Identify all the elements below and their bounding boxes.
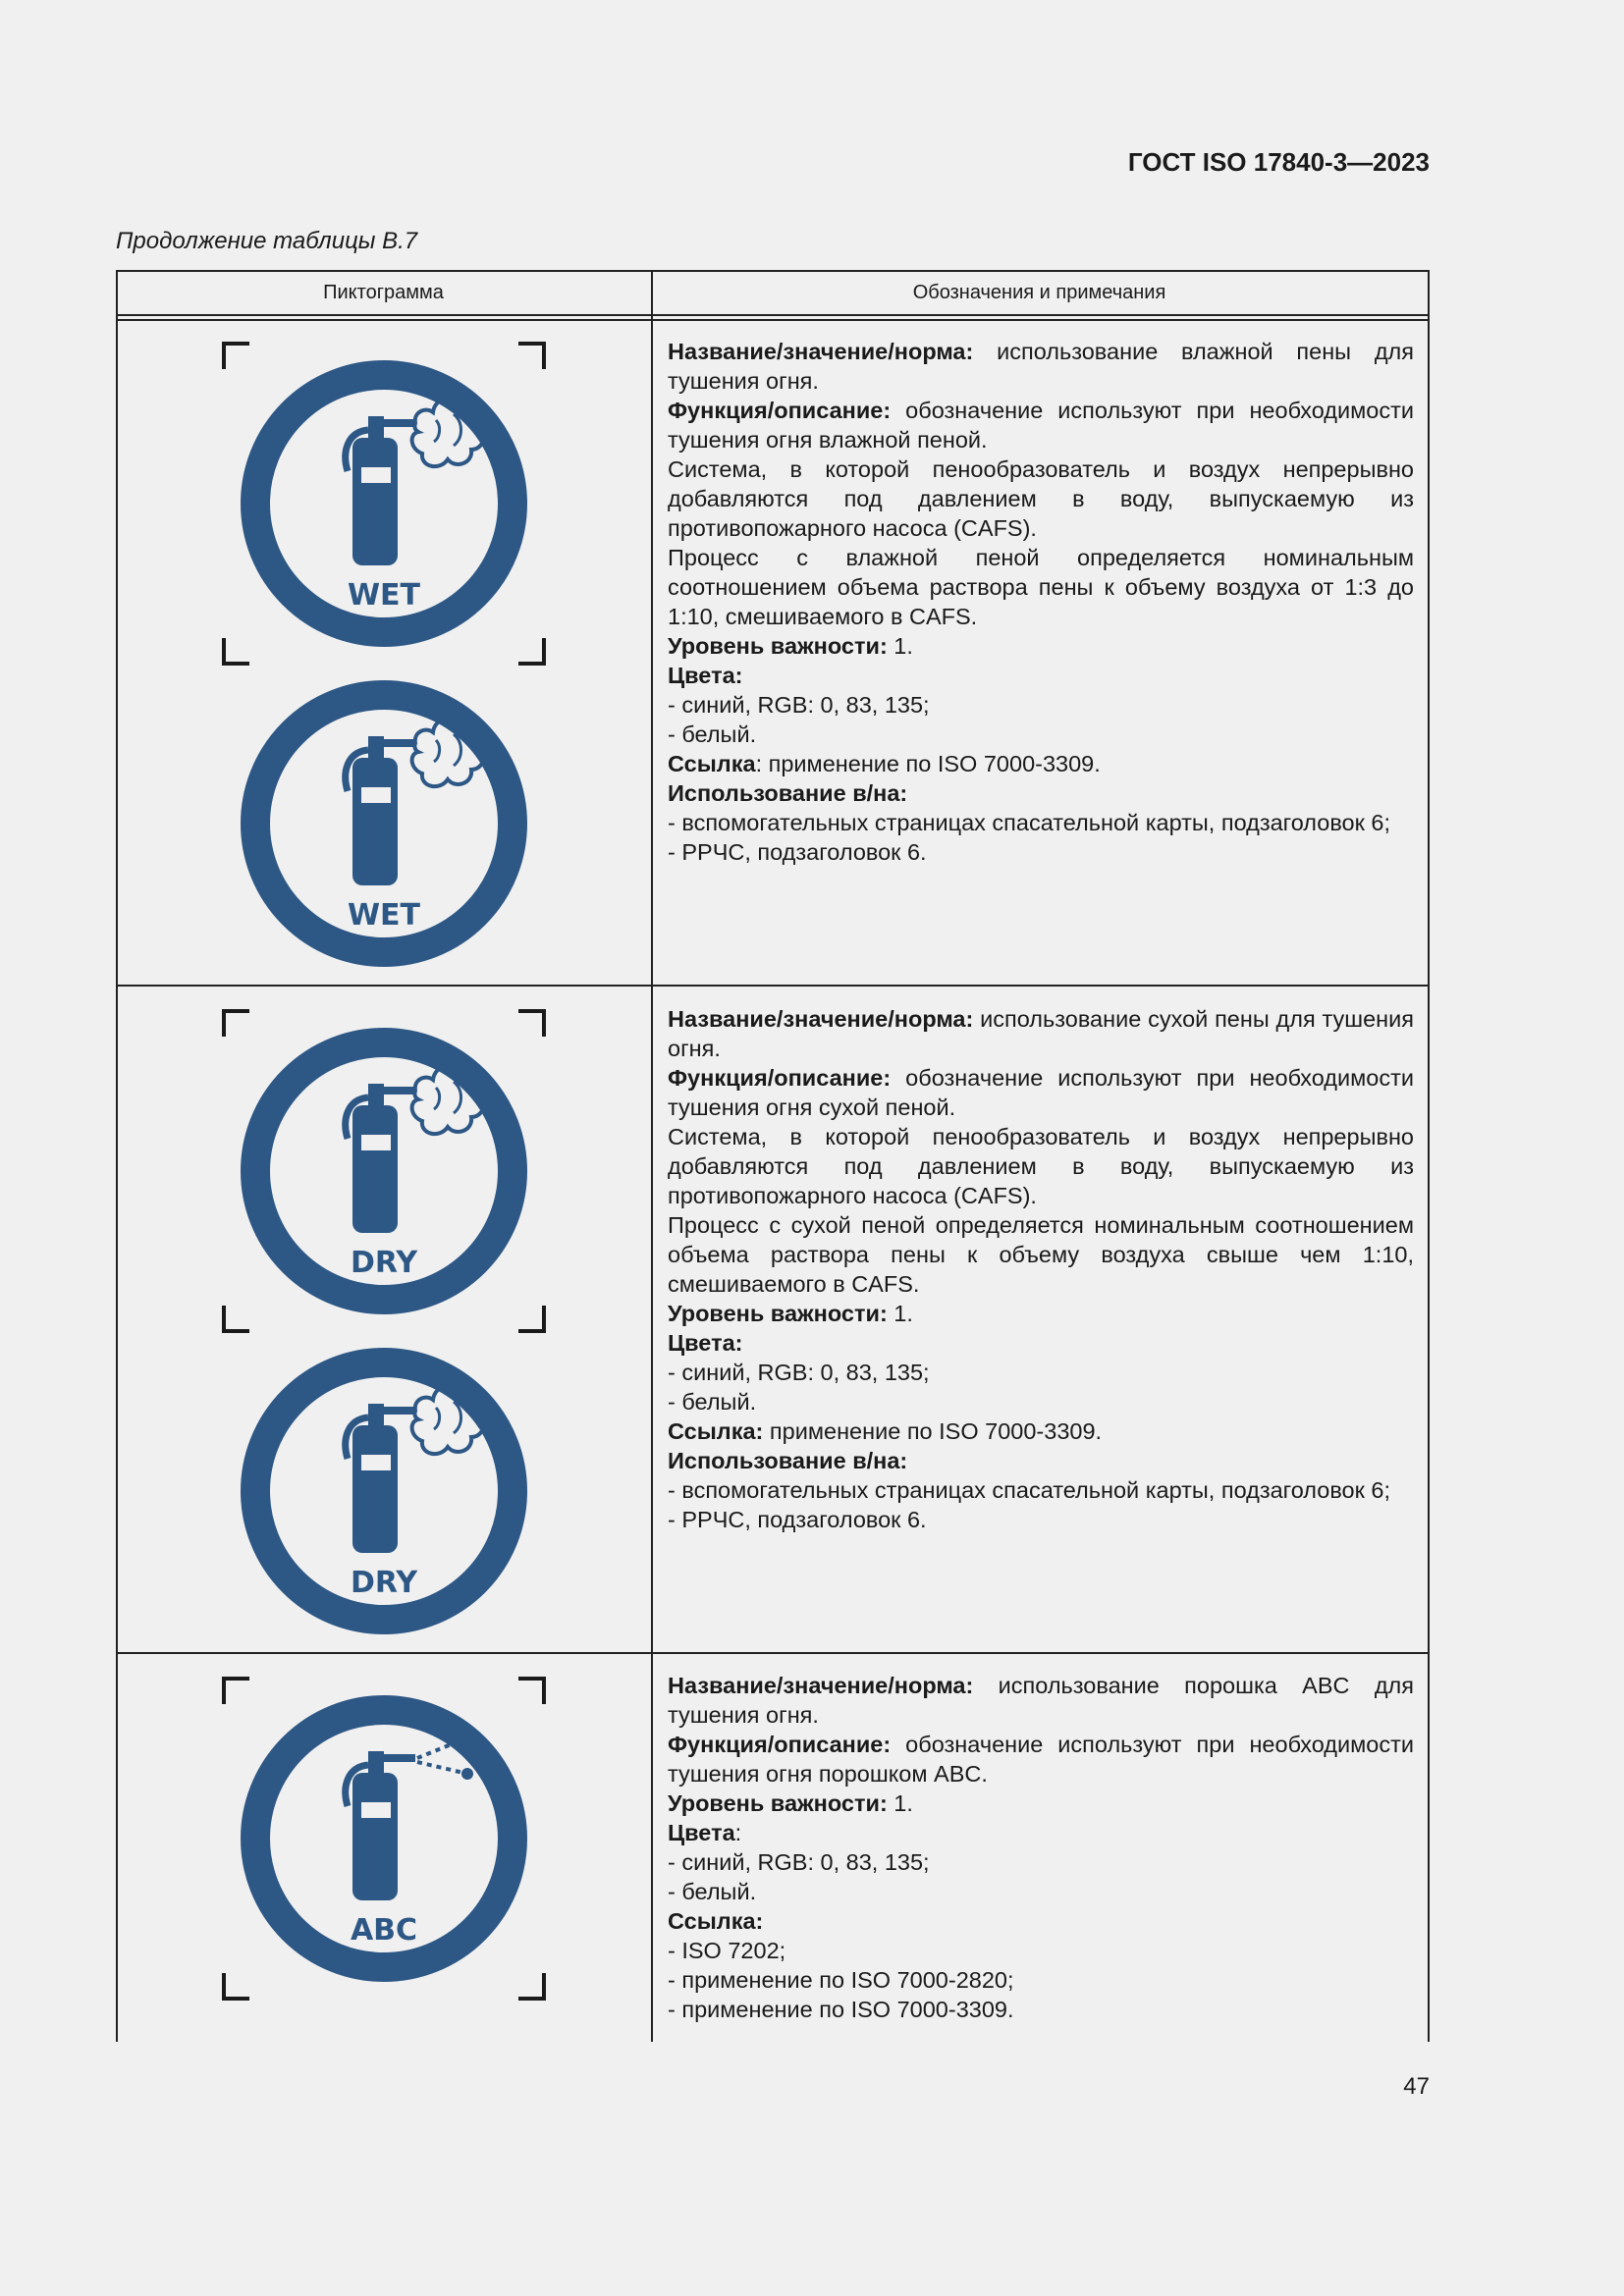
note-line <box>668 1063 1414 1122</box>
col-header-notes: Обозначения и примечания <box>912 281 1166 303</box>
note-line-text: 1. <box>887 1790 913 1816</box>
frame-corner-icon <box>224 344 249 369</box>
frame-corner-icon <box>518 344 544 369</box>
note-line-text: - применение по ISO 7000-2820; <box>668 1967 1014 1993</box>
note-line <box>668 1505 1414 1534</box>
frame-corner-icon <box>518 638 544 664</box>
note-line <box>668 1730 1414 1789</box>
note-line-label: Цвета <box>668 1820 735 1845</box>
note-line <box>668 337 1414 396</box>
symbols-table <box>116 270 1430 2042</box>
note-line <box>668 1328 1414 1358</box>
frame-corner-icon <box>518 1973 544 1999</box>
pictogram-dry <box>222 1329 546 1653</box>
note-line-text: - белый. <box>668 1389 757 1415</box>
note-line <box>668 1906 1414 1936</box>
frame-corner-icon <box>518 1011 544 1037</box>
note-line-label: Название/значение/норма: <box>668 339 974 364</box>
frame-corner-icon <box>224 1973 249 1999</box>
note-line-label: Функция/описание: <box>668 398 892 423</box>
note-line <box>668 1299 1414 1328</box>
note-line <box>668 661 1414 690</box>
note-line-label: Цвета: <box>668 663 743 688</box>
frame-corner-icon <box>518 1306 544 1331</box>
note-line-text: обозначение используют при необходимости тушения огня влажной пеной. <box>668 398 1414 453</box>
pictogram-label: WET <box>347 898 421 933</box>
fire-extinguisher-icon <box>346 718 484 885</box>
doc-code: ГОСТ ISO 17840-3—2023 <box>1127 147 1430 177</box>
note-line-text: - синий, RGB: 0, 83, 135; <box>668 1360 930 1385</box>
page-number: 47 <box>1403 2073 1430 2100</box>
note-line-label: Ссылка <box>668 751 756 776</box>
note-line <box>668 1004 1414 1063</box>
note-line-label: Функция/описание: <box>668 1065 892 1091</box>
note-line <box>668 1818 1414 1847</box>
note-line-label: Использование в/на: <box>668 780 908 806</box>
fire-extinguisher-icon <box>346 1733 473 1900</box>
notes-cell-wet <box>668 337 1414 867</box>
notes-cell-abc <box>668 1671 1414 2024</box>
frame-corner-icon <box>224 1011 249 1037</box>
frame-corner-icon <box>224 1679 249 1704</box>
note-line <box>668 1416 1414 1446</box>
header-divider-2 <box>116 319 1430 321</box>
note-line-label: Уровень важности: <box>668 1790 888 1816</box>
note-line <box>668 720 1414 749</box>
frame-corner-icon <box>224 638 249 664</box>
pictogram-label: DRY <box>350 1566 418 1600</box>
pictogram-svg <box>222 1009 546 1333</box>
note-line <box>668 1671 1414 1730</box>
note-line-text: использование сухой пены для тушения огня. <box>668 1006 1414 1061</box>
note-line-label: Название/значение/норма: <box>668 1673 974 1698</box>
table-column-divider <box>651 270 653 2042</box>
note-line-text: - синий, RGB: 0, 83, 135; <box>668 1849 930 1875</box>
note-line <box>668 1965 1414 1995</box>
note-line <box>668 1847 1414 1877</box>
note-line-label: Уровень важности: <box>668 1301 888 1326</box>
pictogram-label: ABC <box>350 1913 418 1948</box>
note-line-text: обозначение используют при необходимости тушения огня порошком ABC. <box>668 1732 1414 1787</box>
note-line-text: - белый. <box>668 1879 757 1904</box>
note-line <box>668 454 1414 543</box>
powder-spray-icon <box>417 1762 463 1773</box>
fire-extinguisher-icon <box>346 1385 484 1553</box>
note-line <box>668 749 1414 778</box>
note-line-text: - РРЧС, подзаголовок 6. <box>668 1507 927 1532</box>
note-line-text: Система, в которой пенообразователь и воздух непрерывно добавляются под давлением в воду, выпускаемую из противопожарного насоса (CAFS). <box>668 456 1414 541</box>
table-border-right <box>1428 270 1430 2042</box>
note-line-text: Система, в которой пенообразователь и воздух непрерывно добавляются под давлением в воду, выпускаемую из противопожарного насоса (CAFS). <box>668 1124 1414 1208</box>
fire-extinguisher-icon <box>346 398 484 565</box>
note-line <box>668 1995 1414 2024</box>
note-line <box>668 837 1414 867</box>
note-line-label: Цвета: <box>668 1330 743 1356</box>
note-line-label: Ссылка: <box>668 1908 764 1934</box>
note-line-text: применение по ISO 7000-3309. <box>763 1418 1103 1444</box>
fire-extinguisher-icon <box>346 1065 484 1233</box>
note-line-label: Название/значение/норма: <box>668 1006 974 1032</box>
col-header-pictogram: Пиктограмма <box>323 281 444 303</box>
note-line-text: - белый. <box>668 721 757 747</box>
note-line-text: - РРЧС, подзаголовок 6. <box>668 839 927 865</box>
note-line <box>668 1877 1414 1906</box>
note-line <box>668 1210 1414 1299</box>
pictogram-dry-framed <box>222 1009 546 1333</box>
note-line-text: : <box>734 1820 742 1845</box>
note-line <box>668 1446 1414 1475</box>
note-line-text: - вспомогательных страницах спасательной карты, подзаголовок 6; <box>668 1477 1391 1503</box>
note-line-text: обозначение используют при необходимости тушения огня сухой пеной. <box>668 1065 1414 1120</box>
note-line <box>668 1475 1414 1505</box>
note-line-text: Процесс с сухой пеной определяется номинальным соотношением объема раствора пены к объему воздуха свыше чем 1:10, смешиваемого в CAFS. <box>668 1212 1414 1297</box>
pictogram-svg <box>222 1677 546 2001</box>
note-line-label: Уровень важности: <box>668 633 888 659</box>
pictogram-abc-framed <box>222 1677 546 2001</box>
note-line <box>668 396 1414 454</box>
note-line-text: использование порошка ABC для тушения огня. <box>668 1673 1414 1728</box>
frame-corner-icon <box>224 1306 249 1331</box>
note-line-label: Ссылка: <box>668 1418 764 1444</box>
pictogram-wet-framed <box>222 342 546 666</box>
note-line <box>668 1122 1414 1210</box>
table-border-left <box>116 270 118 2042</box>
note-line-text: Процесс с влажной пеной определяется номинальным соотношением объема раствора пены к объему воздуха от 1:3 до 1:10, смешиваемого в CAFS. <box>668 545 1414 629</box>
note-line-text: использование влажной пены для тушения огня. <box>668 339 1414 394</box>
note-line-text: - синий, RGB: 0, 83, 135; <box>668 692 930 718</box>
note-line-text: 1. <box>887 1301 913 1326</box>
pictogram-wet <box>222 662 546 986</box>
pictogram-svg <box>222 662 546 986</box>
note-line-label: Функция/описание: <box>668 1732 892 1757</box>
note-line <box>668 631 1414 661</box>
note-line <box>668 1789 1414 1818</box>
note-line-text: : применение по ISO 7000-3309. <box>755 751 1101 776</box>
pictogram-label: WET <box>347 578 421 613</box>
frame-corner-icon <box>518 1679 544 1704</box>
note-line <box>668 1387 1414 1416</box>
note-line-text: - вспомогательных страницах спасательной карты, подзаголовок 6; <box>668 810 1391 835</box>
note-line <box>668 1358 1414 1387</box>
note-line <box>668 778 1414 808</box>
note-line <box>668 1936 1414 1965</box>
note-line-text: - применение по ISO 7000-3309. <box>668 1997 1014 2022</box>
note-line <box>668 808 1414 837</box>
table-caption: Продолжение таблицы В.7 <box>116 228 418 254</box>
note-line-text: 1. <box>887 633 913 659</box>
pictogram-svg <box>222 1329 546 1653</box>
pictogram-svg <box>222 342 546 666</box>
note-line-text: - ISO 7202; <box>668 1938 786 1963</box>
pictogram-label: DRY <box>350 1246 418 1280</box>
notes-cell-dry <box>668 1004 1414 1534</box>
note-line-label: Использование в/на: <box>668 1448 908 1473</box>
note-line <box>668 543 1414 631</box>
note-line <box>668 690 1414 720</box>
